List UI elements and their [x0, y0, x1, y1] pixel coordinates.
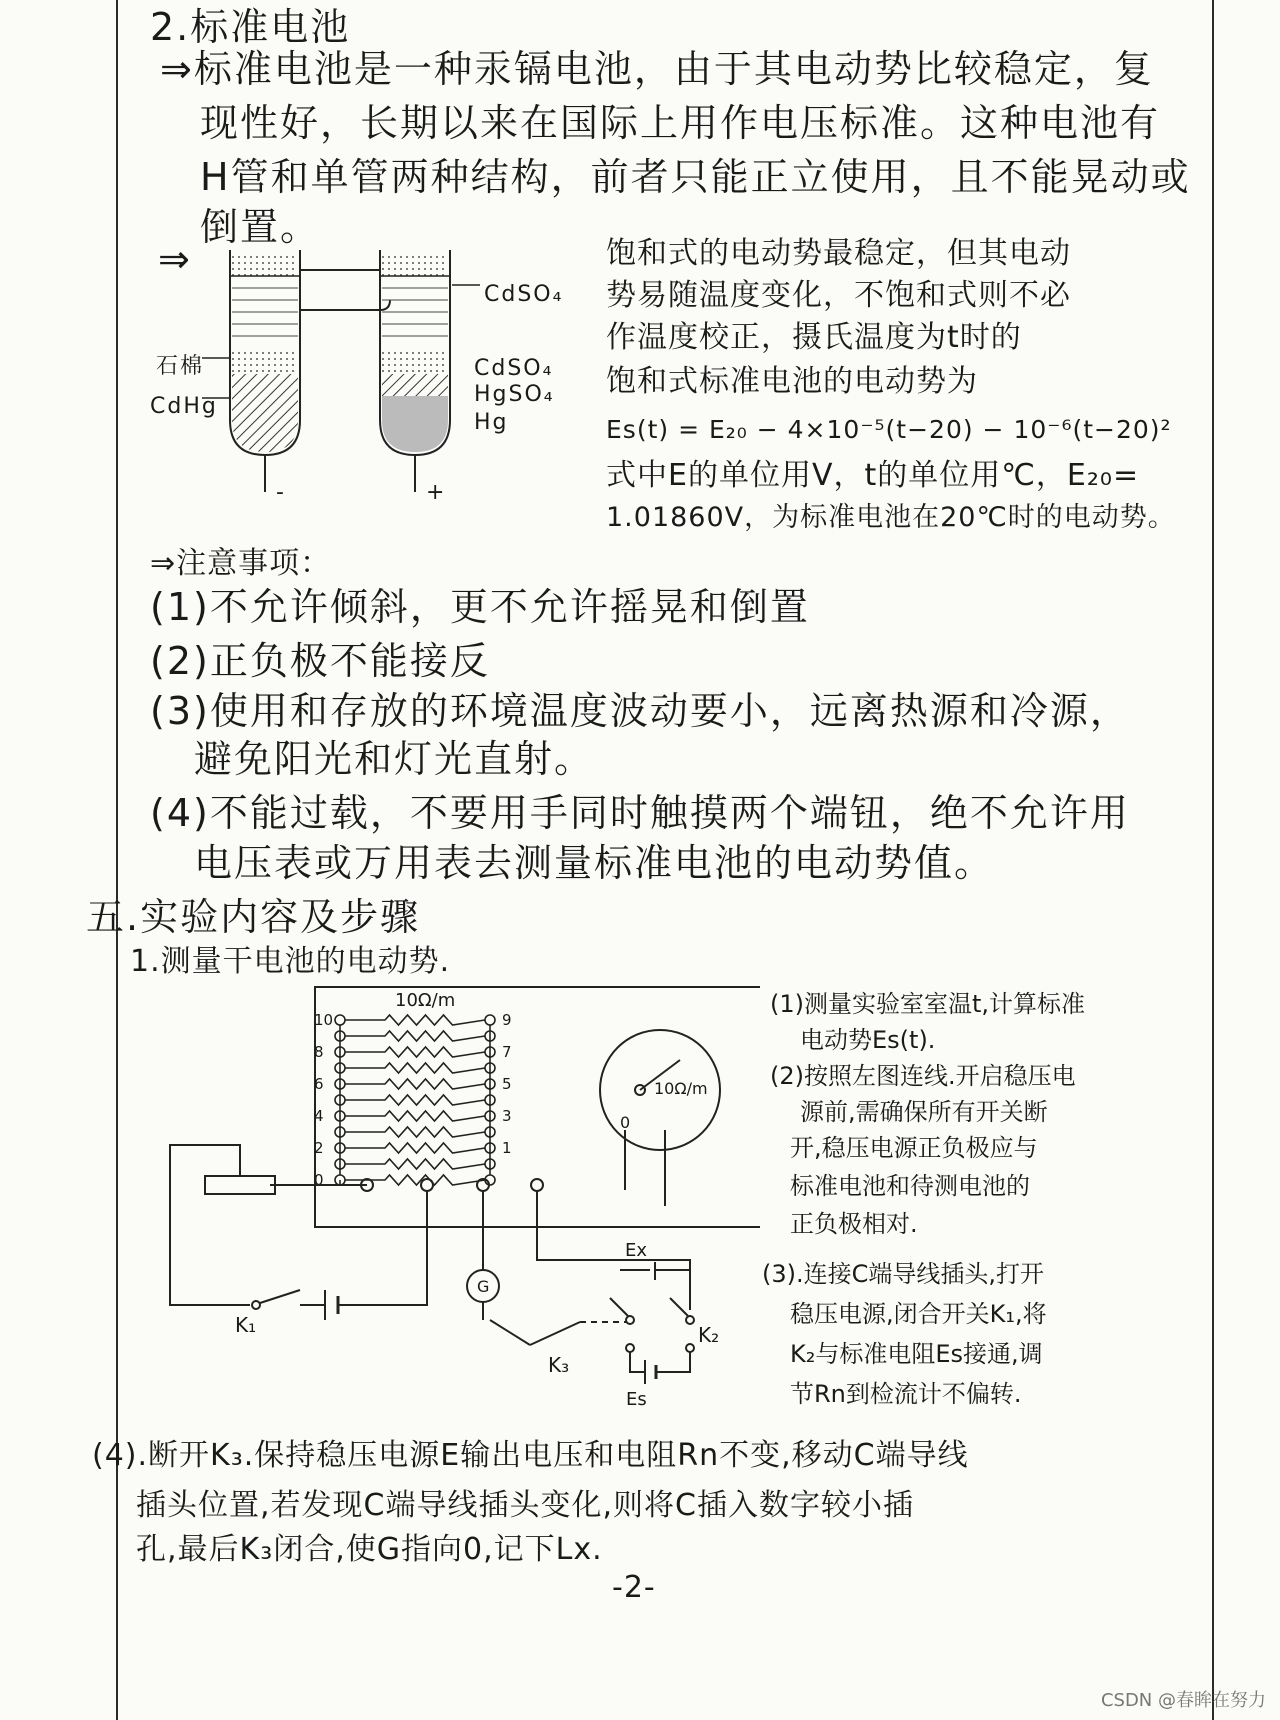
ladder-right-number: 1 [502, 1139, 512, 1157]
step-right-line-7: 正负极相对. [790, 1210, 918, 1238]
section-five-title: 五.实验内容及步骤 [86, 895, 421, 939]
step-right-line-1: (1)测量实验室室温t,计算标准 [770, 990, 1086, 1018]
bridge-tube [300, 250, 390, 310]
ladder-resistor [345, 1015, 485, 1025]
step-right-line-6: 标准电池和待测电池的 [790, 1172, 1030, 1200]
caution-1: (1)不允许倾斜，更不允许摇晃和倒置 [150, 585, 810, 629]
right-hg-layer [382, 396, 448, 452]
caution-3-cont: 避免阳光和灯光直射。 [194, 737, 595, 781]
paragraph-line-1: ⇒标准电池是一种汞镉电池，由于其电动势比较稳定，复 [160, 47, 1154, 91]
label-cdhg: CdHg [150, 394, 218, 419]
ladder-right-number: 9 [502, 1011, 512, 1029]
es-label: Es [626, 1389, 647, 1410]
label-hg: Hg [474, 410, 509, 435]
right-cdso4-crystal-layer [382, 350, 448, 374]
switch-k2-left [610, 1298, 628, 1316]
label-minus: - [276, 480, 286, 505]
label-hgso4: HgSO₄ [474, 382, 555, 407]
emf-formula: Es(t) = E₂₀ − 4×10⁻⁵(t−20) − 10⁻⁶(t−20)² [606, 415, 1172, 444]
step-right-line-10: K₂与标准电阻Es接通,调 [790, 1340, 1043, 1368]
ladder-resistor [345, 1047, 485, 1057]
page-number: -2- [612, 1570, 656, 1605]
ladder-left-number: 0 [314, 1171, 324, 1189]
step-right-line-11: 节Rn到检流计不偏转. [790, 1380, 1022, 1408]
ladder-right-number: 7 [502, 1043, 512, 1061]
ladder-left-number: 6 [314, 1075, 324, 1093]
ladder-terminal-right [485, 1015, 495, 1025]
paragraph-line-2: 现性好，长期以来在国际上用作电压标准。这种电池有 [200, 101, 1161, 145]
ladder-resistor [345, 1079, 485, 1089]
emf-line-7: 1.01860V，为标准电池在20℃时的电动势。 [606, 502, 1176, 533]
ladder-left-number: 10 [314, 1011, 334, 1029]
subsection-title: 1.测量干电池的电动势. [130, 944, 451, 979]
ladder-right-number: 5 [502, 1075, 512, 1093]
emf-line-6: 式中E的单位用V，t的单位用℃，E₂₀= [606, 458, 1140, 493]
rheostat [205, 1176, 275, 1194]
k2-label: K₂ [698, 1323, 720, 1347]
label-graphite: 石棉 [156, 354, 205, 379]
ladder-left-number: 8 [314, 1043, 324, 1061]
step-right-line-8: (3).连接C端导线插头,打开 [762, 1260, 1045, 1288]
step-right-line-9: 稳压电源,闭合开关K₁,将 [790, 1300, 1047, 1328]
caution-4-cont: 电压表或万用表去测量标准电池的电动势值。 [194, 841, 995, 885]
dial-zero-label: 0 [620, 1113, 631, 1132]
step-right-line-2: 电动势Es(t). [800, 1026, 936, 1054]
left-top-fill [232, 252, 298, 276]
terminal-4 [531, 1179, 543, 1191]
diagram-arrow: ⇒ [158, 237, 192, 281]
cautions-title: ⇒注意事项： [150, 546, 332, 581]
k3-label: K₃ [548, 1353, 570, 1377]
label-cdso4-top: CdSO₄ [484, 282, 564, 307]
ladder-resistor [345, 1095, 485, 1105]
step-right-line-3: (2)按照左图连线.开启稳压电 [770, 1062, 1076, 1090]
ladder-resistor [345, 1159, 485, 1169]
paragraph-line-4: 倒置。 [200, 205, 321, 249]
step-right-line-5: 开,稳压电源正负极应与 [790, 1134, 1038, 1162]
ladder-terminal-left [335, 1015, 345, 1025]
switch-k2-right [670, 1298, 688, 1316]
caution-3: (3)使用和存放的环境温度波动要小，远离热源和冷源， [150, 689, 1130, 733]
ladder-resistor [345, 1143, 485, 1153]
left-graphite-layer [232, 350, 298, 374]
right-margin-line [1212, 0, 1214, 1720]
dial-label: 10Ω/m [654, 1079, 708, 1098]
label-cdso4-right: CdSO₄ [474, 356, 554, 381]
caution-4: (4)不能过载，不要用手同时触摸两个端钮，绝不允许用 [150, 791, 1130, 835]
k1-label: K₁ [235, 1313, 257, 1337]
step4-line-2: 插头位置,若发现C端导线插头变化,则将C插入数字较小插 [136, 1488, 914, 1523]
ladder-left-number: 2 [314, 1139, 324, 1157]
switch-k1 [260, 1290, 300, 1303]
emf-line-4: 饱和式标准电池的电动势为 [606, 364, 978, 399]
terminal-2 [421, 1179, 433, 1191]
ladder-resistor [345, 1127, 485, 1137]
ladder-right-number: 3 [502, 1107, 512, 1125]
step4-line-3: 孔,最后K₃闭合,使G指向0,记下Lx. [136, 1532, 603, 1567]
ladder-resistor [345, 1031, 485, 1041]
emf-line-3: 作温度校正，摄氏温度为t时的 [606, 320, 1022, 355]
emf-line-2: 势易随温度变化，不饱和式则不必 [606, 278, 1071, 313]
resistor-label: 10Ω/m [395, 990, 456, 1011]
watermark: CSDN @春眸在努力 [1100, 1690, 1266, 1711]
caution-2: (2)正负极不能接反 [150, 639, 490, 683]
paragraph-line-3: H管和单管两种结构，前者只能正立使用，且不能晃动或 [200, 155, 1191, 199]
resistor-ladder [314, 1011, 512, 1189]
emf-line-1: 饱和式的电动势最稳定，但其电动 [606, 236, 1071, 271]
left-cdhg-layer [232, 374, 298, 452]
ex-label: Ex [625, 1240, 648, 1261]
step-right-line-4: 源前,需确保所有开关断 [800, 1098, 1048, 1126]
ladder-left-number: 4 [314, 1107, 324, 1125]
step4-line-1: (4).断开K₃.保持稳压电源E输出电压和电阻Rn不变,移动C端导线 [92, 1438, 969, 1473]
galvanometer-label: G [477, 1277, 490, 1296]
switch-k3 [530, 1322, 580, 1345]
right-top-fill [382, 252, 448, 276]
right-hgso4-layer [382, 374, 448, 396]
circuit-diagram [150, 980, 760, 1410]
ladder-resistor [345, 1111, 485, 1121]
ladder-resistor [345, 1063, 485, 1073]
section-title-standard-cell: 2.标准电池 [150, 5, 351, 49]
label-plus: + [426, 480, 447, 505]
